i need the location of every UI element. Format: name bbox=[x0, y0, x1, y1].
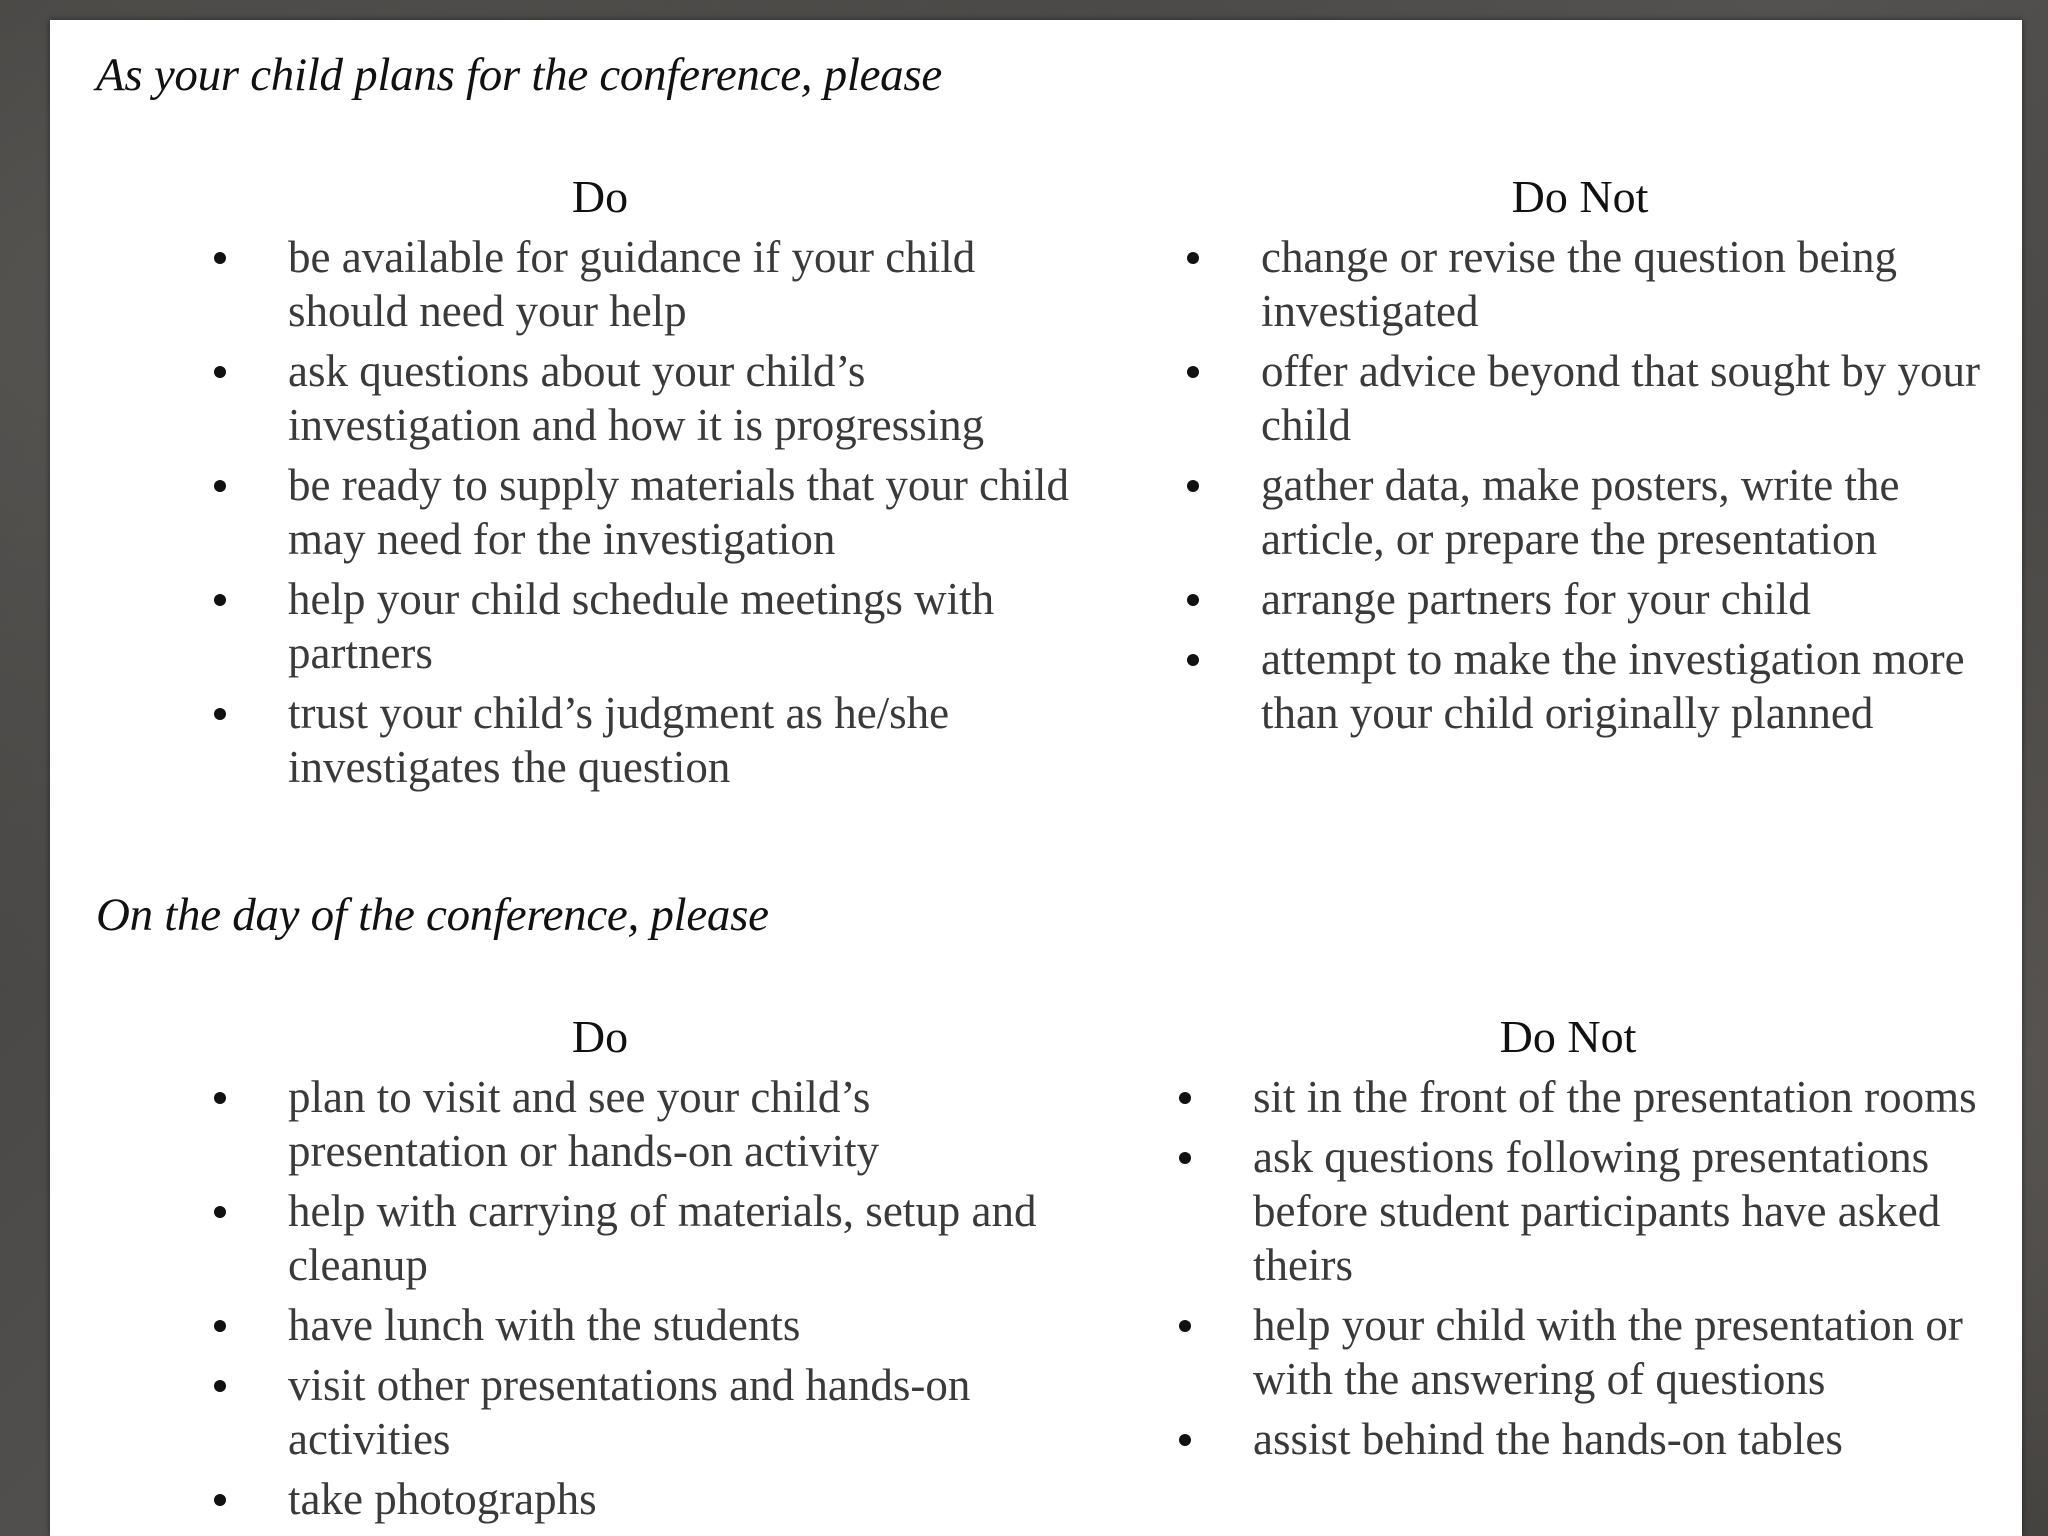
section2-heading: On the day of the conference, please bbox=[96, 889, 769, 941]
section1-donot-list bbox=[1143, 230, 2023, 746]
list-item: ask questions following presentations before student participants have asked theirs bbox=[1135, 1130, 2015, 1292]
list-item: offer advice beyond that sought by your child bbox=[1143, 344, 2023, 452]
section2-do-list bbox=[170, 1070, 1070, 1532]
list-item: attempt to make the investigation more than your child originally planned bbox=[1143, 632, 2023, 740]
list-item: gather data, make posters, write the article, or prepare the presentation bbox=[1143, 458, 2023, 566]
section2-donot-list bbox=[1135, 1070, 2015, 1472]
section1-heading: As your child plans for the conference, please bbox=[96, 49, 942, 101]
section1-do-title: Do bbox=[571, 171, 629, 222]
list-item: trust your child’s judgment as he/she investigates the question bbox=[170, 686, 1070, 794]
list-item: help your child schedule meetings with partners bbox=[170, 572, 1070, 680]
list-item: plan to visit and see your child’s presentation or hands-on activity bbox=[170, 1070, 1070, 1178]
section1-donot-title: Do Not bbox=[1511, 171, 1649, 222]
section1-do-list bbox=[170, 230, 1070, 800]
list-item: arrange partners for your child bbox=[1143, 572, 2023, 626]
section2-donot-title: Do Not bbox=[1499, 1011, 1637, 1062]
list-item: help your child with the presentation or with the answering of questions bbox=[1135, 1298, 2015, 1406]
document-page bbox=[50, 20, 2022, 1536]
list-item: be ready to supply materials that your child may need for the investigation bbox=[170, 458, 1070, 566]
list-item: help with carrying of materials, setup and cleanup bbox=[170, 1184, 1070, 1292]
list-item: change or revise the question being investigated bbox=[1143, 230, 2023, 338]
list-item: assist behind the hands-on tables bbox=[1135, 1412, 2015, 1466]
list-item: have lunch with the students bbox=[170, 1298, 1070, 1352]
list-item: be available for guidance if your child should need your help bbox=[170, 230, 1070, 338]
list-item: take photographs bbox=[170, 1472, 1070, 1526]
list-item: visit other presentations and hands-on activities bbox=[170, 1358, 1070, 1466]
list-item: ask questions about your child’s investigation and how it is progressing bbox=[170, 344, 1070, 452]
section2-do-title: Do bbox=[571, 1011, 629, 1062]
list-item: sit in the front of the presentation rooms bbox=[1135, 1070, 2015, 1124]
